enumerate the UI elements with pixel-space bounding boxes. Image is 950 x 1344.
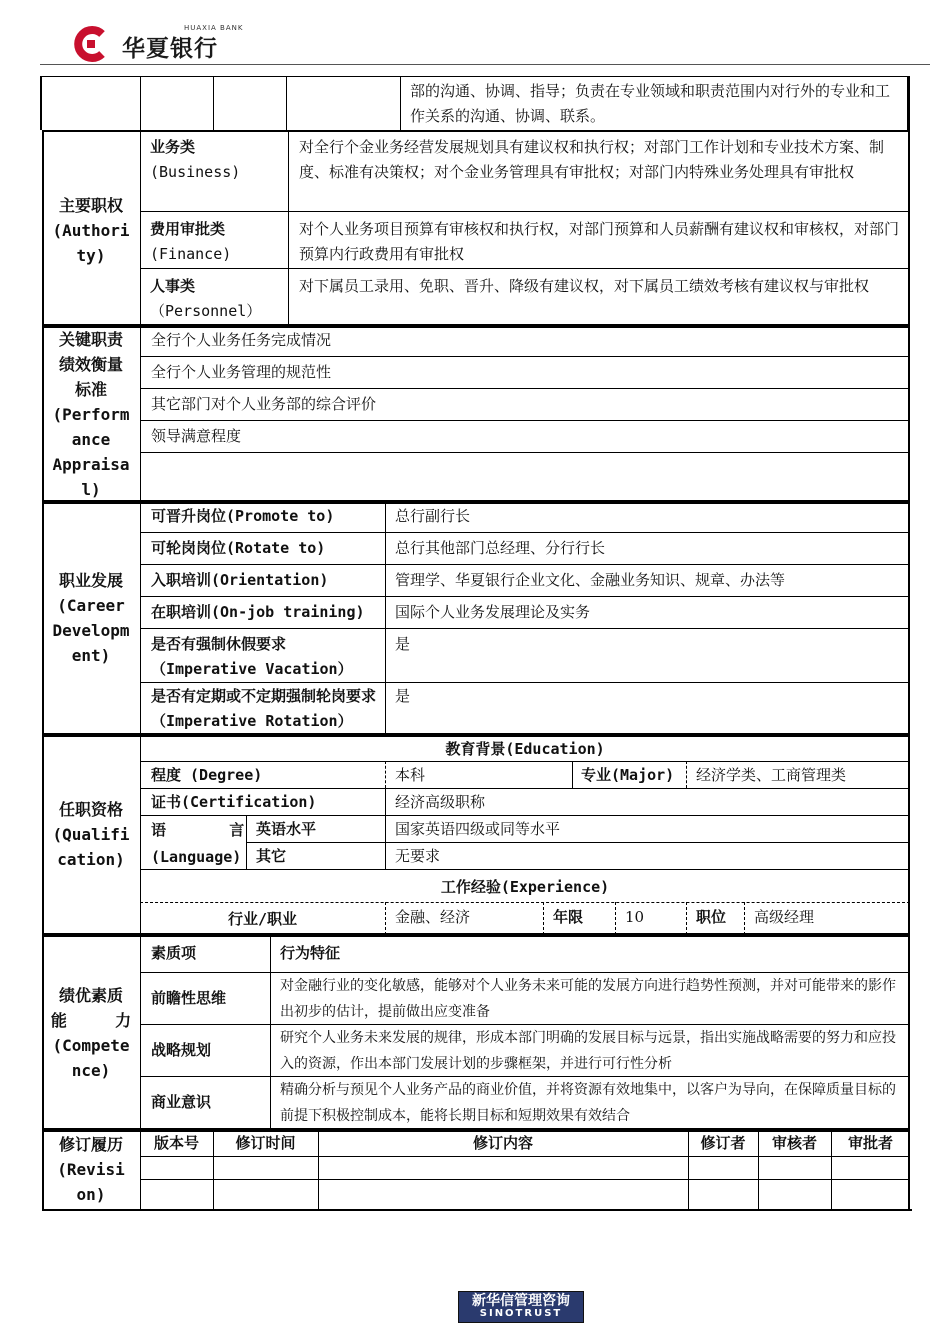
industry-value: 金融、经济 [395,908,471,926]
continuation-text: 部的沟通、协调、指导；负责在专业领域和职责范围内对行外的专业和工作关系的沟通、协调、联系。 [410,82,891,125]
career-key: 可轮岗岗位(Rotate to) [151,539,326,557]
competence-label: 绩优素质 能 力 (Compete nce) [50,986,132,1080]
kpi-item: 其它部门对个人业务部的综合评价 [151,395,377,413]
industry-key: 行业/职业 [227,910,298,928]
competence-header-item: 素质项 [151,944,197,962]
sinotrust-name-cn: 新华信管理咨询 [472,1293,570,1309]
header-rule [40,64,930,65]
education-title: 教育背景(Education) [445,740,605,758]
career-value: 总行副行长 [395,507,471,525]
kpi-item: 领导满意程度 [151,427,242,445]
career-key: 入职培训(Orientation) [151,571,329,589]
qualification-label: 任职资格 (Qualifi cation) [52,800,130,869]
career-value: 总行其他部门总经理、分行行长 [395,539,606,557]
competence-key: 前瞻性思维 [151,989,227,1007]
bank-name-cn: 华夏银行 [122,36,218,62]
certification-key: 证书(Certification) [151,793,317,811]
career-key: 在职培训(On-job training) [151,603,365,621]
kpi-item: 全行个人业务任务完成情况 [151,331,332,349]
bank-name-en: HUAXIA BANK [184,24,244,32]
bank-logo-icon [72,26,110,62]
degree-key: 程度 (Degree) [151,766,263,784]
authority-business-name: 业务类 (Business) [150,138,241,181]
revision-col-version: 版本号 [153,1134,199,1152]
revision-col-approver: 审批者 [847,1134,893,1152]
authority-business-text: 对全行个金业务经营发展规划具有建议权和执行权；对部门工作计划和专业技术方案、制度、标准有决策权；对个金业务管理具有审批权；对部门内特殊业务处理具有审批权 [299,138,885,181]
years-key: 年限 [553,908,584,926]
degree-value: 本科 [395,766,426,784]
competence-value: 研究个人业务未来发展的规律，形成本部门明确的发展目标与远景，指出实施战略需要的努力和应投入的资源，作出本部门发展计划的步骤框架，并进行可行性分析 [280,1030,896,1072]
competence-value: 对金融行业的变化敏感，能够对个人业务未来可能的发展方向进行趋势性预测，并对可能带来的影作出初步的估计，提前做出应变准备 [280,978,896,1020]
experience-title: 工作经验(Experience) [440,878,610,896]
english-key: 英语水平 [256,820,317,838]
position-value: 高级经理 [754,908,815,926]
competence-key: 商业意识 [151,1093,212,1111]
career-value: 管理学、华夏银行企业文化、金融业务知识、规章、办法等 [395,571,786,589]
career-value: 是 [395,635,411,653]
career-key: 是否有强制休假要求（Imperative Vacation） [151,635,353,678]
kpi-label: 关键职责 绩效衡量 标准 (Perform ance Appraisa l) [52,330,130,499]
authority-personnel-name: 人事类 （Personnel） [150,277,262,320]
kpi-item: 全行个人业务管理的规范性 [151,363,332,381]
revision-col-content: 修订内容 [472,1134,533,1152]
authority-finance-text: 对个人业务项目预算有审核权和执行权，对部门预算和人员薪酬有建议权和审核权，对部门预算内行政费用有审批权 [299,220,900,263]
authority-label: 主要职权 (Authori ty) [52,196,130,265]
authority-finance-name: 费用审批类 (Finance) [150,220,232,263]
revision-col-time: 修订时间 [235,1134,296,1152]
sinotrust-name-en: SINOTRUST [479,1308,563,1319]
career-label: 职业发展 (Career Developm ent) [52,571,130,665]
career-key: 可晋升岗位(Promote to) [151,507,335,525]
revision-col-reviser: 修订者 [700,1134,746,1152]
career-value: 是 [395,687,411,705]
huaxia-bank-logo [72,26,252,66]
competence-key: 战略规划 [151,1041,212,1059]
position-key: 职位 [696,908,727,926]
major-value: 经济学类、工商管理类 [696,766,847,784]
years-value: 10 [625,908,645,926]
sinotrust-logo [458,1291,584,1323]
competence-header-behavior: 行为特征 [280,944,341,962]
revision-label: 修订履历 (Revisi on) [57,1135,125,1204]
competence-value: 精确分析与预见个人业务产品的商业价值，并将资源有效地集中，以客户为导向，在保障质量目标的前提下积极控制成本，能将长期目标和短期效果有效结合 [280,1082,896,1124]
authority-personnel-text: 对下属员工录用、免职、晋升、降级有建议权，对下属员工绩效考核有建议权与审批权 [299,277,870,295]
career-value: 国际个人业务发展理论及实务 [395,603,591,621]
career-key: 是否有定期或不定期强制轮岗要求（Imperative Rotation） [151,687,377,730]
other-value: 无要求 [395,847,441,865]
other-key: 其它 [256,847,287,865]
certification-value: 经济高级职称 [395,793,486,811]
english-value: 国家英语四级或同等水平 [395,820,561,838]
revision-col-reviewer: 审核者 [771,1134,817,1152]
major-key: 专业(Major) [581,766,675,784]
language-key: 语 言 (Language) [151,821,245,866]
